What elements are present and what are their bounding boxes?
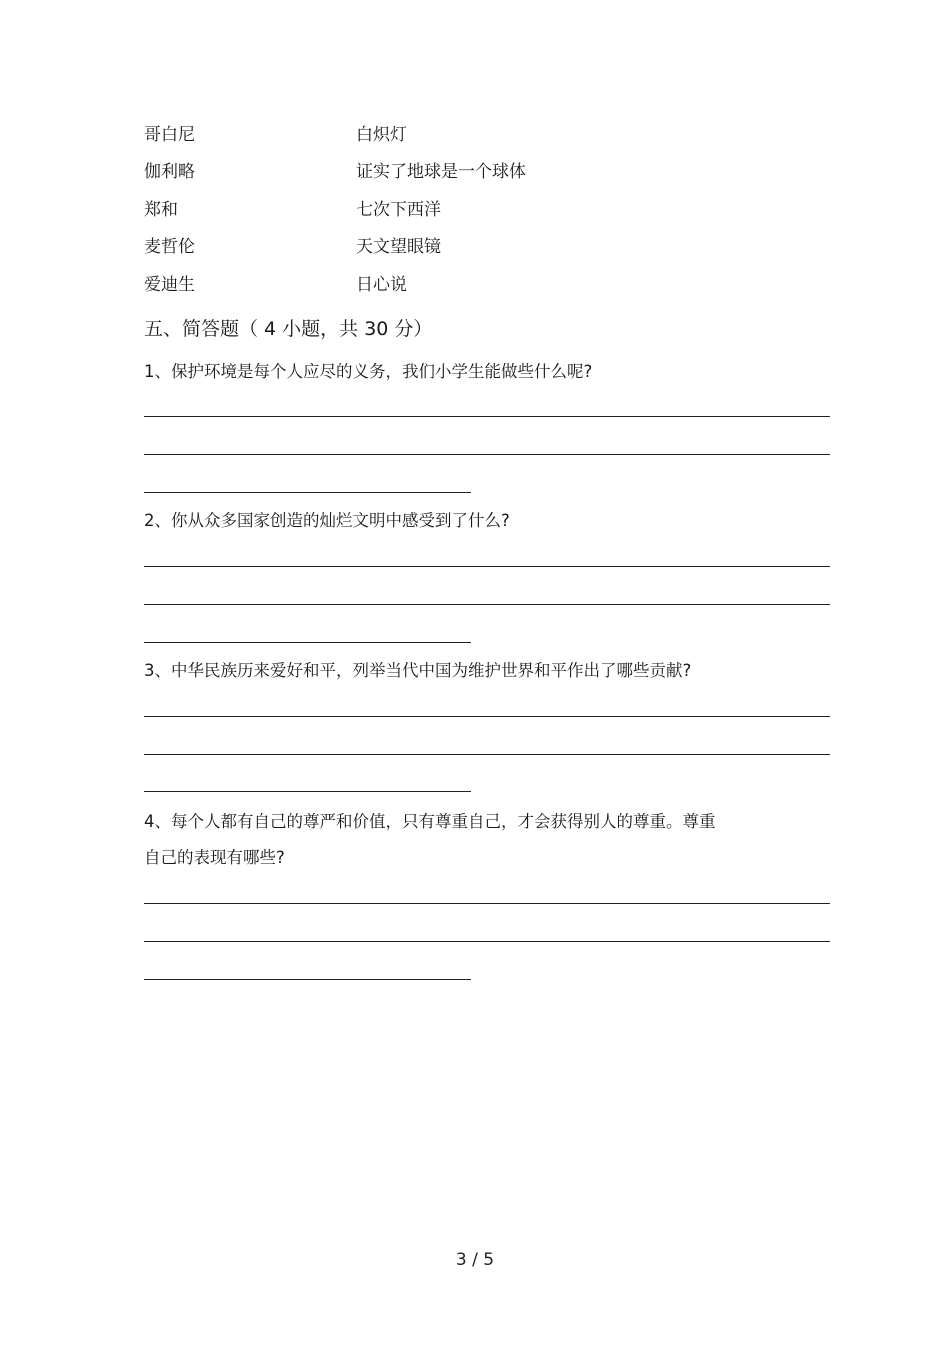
section-title: 五、简答题（ 4 小题，共 30 分）: [144, 318, 433, 340]
matching-person: 伽利略: [144, 162, 195, 182]
page-number: 3 / 5: [455, 1250, 495, 1270]
matching-row: [144, 235, 644, 259]
answer-line[interactable]: [144, 941, 830, 942]
answer-line-short[interactable]: [144, 791, 471, 792]
matching-row: [144, 198, 644, 222]
question-2: 2、你从众多国家创造的灿烂文明中感受到了什么?: [144, 511, 510, 530]
answer-line-short[interactable]: [144, 979, 471, 980]
matching-person: 哥白尼: [144, 125, 195, 145]
answer-line[interactable]: [144, 716, 830, 717]
answer-line[interactable]: [144, 566, 830, 567]
answer-line[interactable]: [144, 754, 830, 755]
matching-person: 郑和: [144, 200, 178, 220]
matching-person: 爱迪生: [144, 275, 195, 295]
answer-line[interactable]: [144, 903, 830, 904]
matching-achievement: 天文望眼镜: [356, 237, 441, 257]
matching-achievement: 日心说: [356, 275, 407, 295]
answer-line-short[interactable]: [144, 492, 471, 493]
matching-achievement: 白炽灯: [356, 125, 407, 145]
answer-line[interactable]: [144, 454, 830, 455]
matching-row: [144, 273, 644, 297]
question-1: 1、保护环境是每个人应尽的义务，我们小学生能做些什么呢?: [144, 362, 593, 381]
question-4-line-1: 4、每个人都有自己的尊严和价值，只有尊重自己，才会获得别人的尊重。尊重: [144, 812, 716, 831]
answer-line[interactable]: [144, 416, 830, 417]
answer-line-short[interactable]: [144, 642, 471, 643]
matching-row: [144, 123, 644, 147]
question-4: [144, 804, 804, 876]
answer-line[interactable]: [144, 604, 830, 605]
matching-achievement: 证实了地球是一个球体: [356, 162, 526, 182]
question-4-line-2: 自己的表现有哪些?: [144, 848, 285, 867]
matching-person: 麦哲伦: [144, 237, 195, 257]
matching-achievement: 七次下西洋: [356, 200, 441, 220]
matching-row: [144, 160, 644, 184]
question-3: 3、中华民族历来爱好和平，列举当代中国为维护世界和平作出了哪些贡献?: [144, 661, 692, 680]
